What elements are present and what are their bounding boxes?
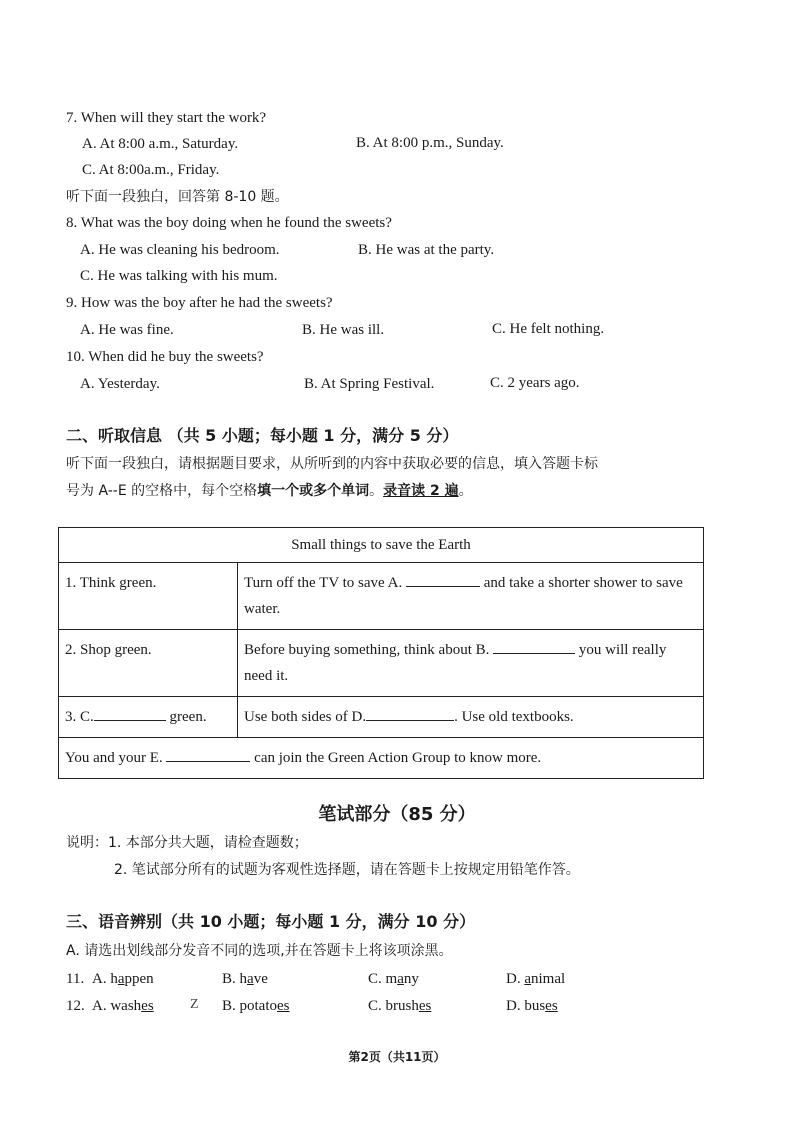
blank-a[interactable]: [406, 572, 480, 587]
underlined-part: a: [524, 971, 532, 987]
q12-option-a: [92, 996, 154, 1016]
cell-text: Before buying something, think about B.: [244, 642, 490, 658]
section2-title: 二、听取信息 （共 5 小题；每小题 1 分，满分 5 分）: [66, 426, 459, 445]
word-part: A. h: [92, 971, 118, 987]
q12-option-c: [368, 996, 431, 1016]
cell-text: 3. C.: [65, 709, 94, 725]
handwritten-mark: Z: [190, 997, 199, 1012]
word-part: C. brush: [368, 998, 419, 1014]
cell-text: can join the Green Action Group to know more.: [254, 750, 542, 766]
q11-option-a: [92, 969, 154, 989]
q10-question: 10. When did he buy the sweets?: [66, 349, 264, 365]
q8-option-a: A. He was cleaning his bedroom.: [80, 242, 280, 258]
instr-text: 号为 A--E 的空格中，每个空格: [66, 483, 258, 499]
blank-e[interactable]: [166, 747, 250, 762]
q7-option-c: C. At 8:00a.m., Friday.: [82, 162, 220, 178]
table-row1-right: [238, 563, 704, 630]
word-part: D.: [506, 971, 525, 987]
table-row: [59, 630, 704, 697]
q7-option-a: A. At 8:00 a.m., Saturday.: [82, 136, 239, 152]
instr-text: 。: [458, 483, 473, 499]
q10-option-a: A. Yesterday.: [80, 376, 160, 392]
section3-title: 三、语音辨别（共 10 小题；每小题 1 分，满分 10 分）: [66, 912, 476, 931]
instr-underlined-text: 录音读 2 遍: [383, 483, 459, 499]
cell-text: you will really need it.: [244, 642, 667, 684]
word-part: ve: [253, 971, 268, 987]
word-part: nimal: [531, 971, 566, 987]
word-part: ny: [403, 971, 419, 987]
table-header-row: [59, 528, 704, 563]
word-part: A. wash: [92, 998, 142, 1014]
table-row3-right: [238, 697, 704, 738]
section2-instruction-line2: [66, 481, 473, 501]
cell-text: green.: [169, 709, 207, 725]
word-part: C. m: [368, 971, 398, 987]
table-row1-left: 1. Think green.: [59, 563, 238, 630]
table-header: Small things to save the Earth: [59, 528, 704, 563]
cell-text: . Use old textbooks.: [454, 709, 574, 725]
blank-d[interactable]: [366, 706, 454, 721]
q10-option-c: C. 2 years ago.: [490, 375, 580, 391]
underlined-part: es: [277, 998, 290, 1014]
table-row: [59, 738, 704, 779]
q10-option-b: B. At Spring Festival.: [304, 376, 435, 392]
q9-option-a: A. He was fine.: [80, 322, 174, 338]
word-part: D. bus: [506, 998, 546, 1014]
q9-question: 9. How was the boy after he had the sweets?: [66, 295, 333, 311]
page-footer: 第2页（共11页）: [348, 1050, 446, 1064]
instr-text: 。: [369, 483, 384, 499]
q12-number: 12.: [66, 998, 85, 1014]
table-row: [59, 563, 704, 630]
info-table: [58, 527, 704, 779]
underlined-part: a: [247, 971, 254, 987]
q12-option-d: [506, 996, 558, 1016]
section2-instruction-line1: 听下面一段独白，请根据题目要求，从所听到的内容中获取必要的信息，填入答题卡标: [66, 456, 598, 472]
word-part: B. potato: [222, 998, 277, 1014]
cell-text: Turn off the TV to save A.: [244, 575, 403, 591]
blank-c[interactable]: [94, 706, 166, 721]
cell-text: You and your E.: [65, 750, 163, 766]
table-row2-left: 2. Shop green.: [59, 630, 238, 697]
q9-option-c: C. He felt nothing.: [492, 321, 605, 337]
underlined-part: es: [545, 998, 558, 1014]
instr-bold-text: 填一个或多个单词: [257, 483, 370, 499]
q11-number: 11.: [66, 971, 85, 987]
underlined-part: es: [141, 998, 154, 1014]
table-row2-right: [238, 630, 704, 697]
word-part: B. h: [222, 971, 248, 987]
q8-option-c: C. He was talking with his mum.: [80, 268, 278, 284]
q7-option-b: B. At 8:00 p.m., Sunday.: [356, 135, 504, 151]
q11-option-d: [506, 969, 565, 989]
q7-question: 7. When will they start the work?: [66, 110, 267, 126]
cell-text: Use both sides of D.: [244, 709, 367, 725]
underlined-part: a: [397, 971, 404, 987]
written-note-2: 2. 笔试部分所有的试题为客观性选择题，请在答题卡上按规定用铅笔作答。: [114, 862, 580, 878]
section3-instruction: A. 请选出划线部分发音不同的选项,并在答题卡上将该项涂黑。: [66, 943, 453, 959]
blank-b[interactable]: [493, 639, 575, 654]
q11-option-c: [368, 969, 419, 989]
underlined-part: es: [418, 998, 432, 1014]
q8-question: 8. What was the boy doing when he found the sweets?: [66, 215, 392, 231]
table-row3-left: [59, 697, 238, 738]
q11-option-b: [222, 969, 268, 989]
q8-option-b: B. He was at the party.: [358, 242, 495, 258]
cell-text: and take a shorter shower to save water.: [244, 575, 683, 617]
written-note-1: 说明：1. 本部分共大题，请检查题数；: [66, 835, 308, 851]
table-row4: [59, 738, 704, 779]
q12-option-b: [222, 996, 290, 1016]
q9-option-b: B. He was ill.: [302, 322, 385, 338]
underlined-part: a: [117, 971, 125, 987]
instruction-8-10: 听下面一段独白，回答第 8-10 题。: [66, 189, 289, 205]
word-part: ppen: [124, 971, 154, 987]
written-part-title: 笔试部分（85 分）: [318, 804, 476, 825]
table-row: [59, 697, 704, 738]
